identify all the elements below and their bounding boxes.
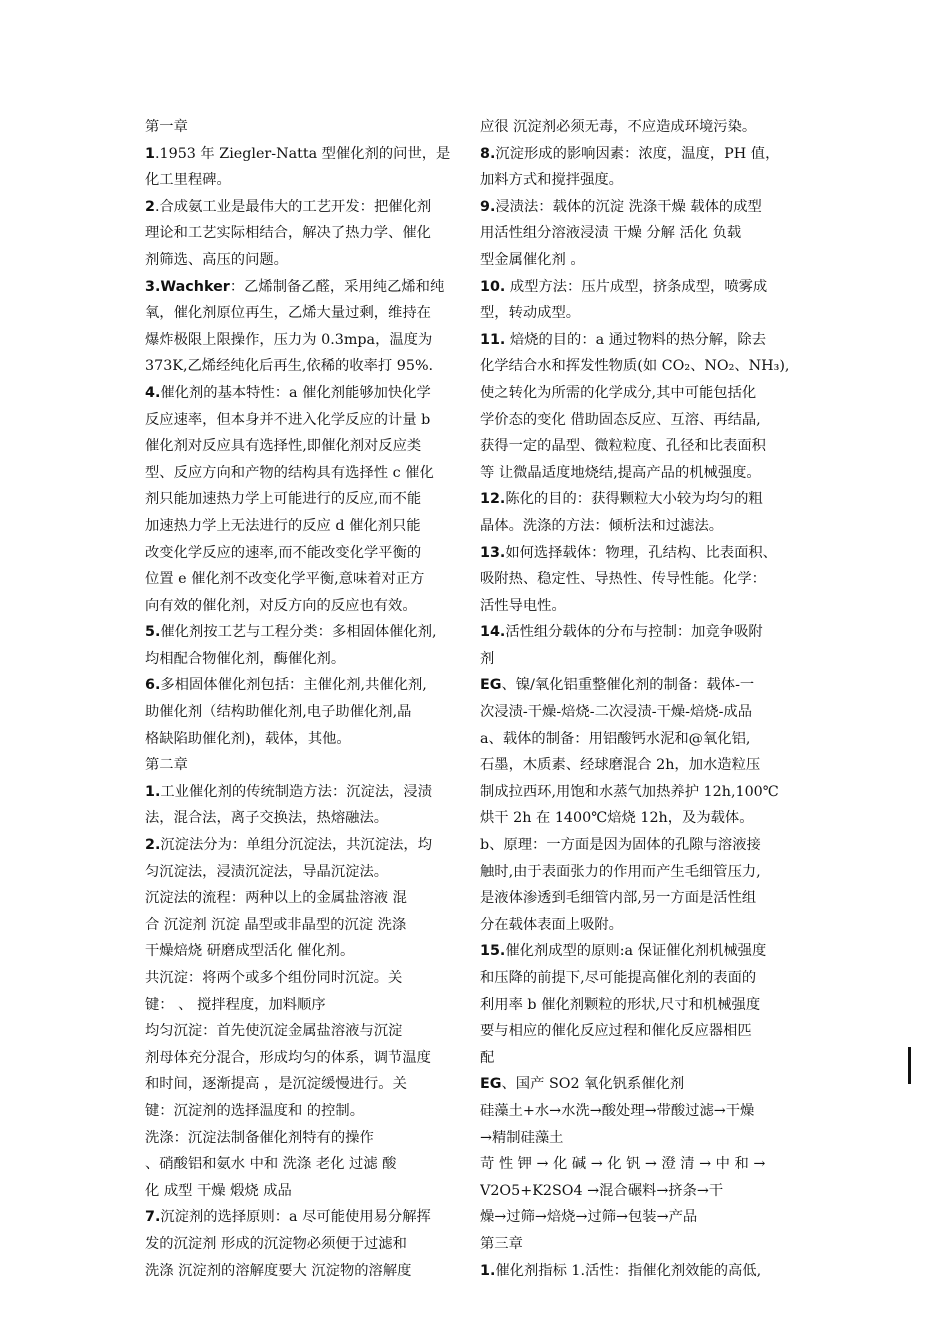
line-text: .合成氨工业是最伟大的工艺开发：把催化剂 <box>154 198 432 215</box>
text-line <box>145 513 471 540</box>
line-text: 、硝酸铝和氨水 中和 洗涤 老化 过滤 酸 <box>145 1156 397 1173</box>
item-number: 6. <box>145 677 161 694</box>
text-line <box>145 486 471 513</box>
text-line <box>145 1178 471 1205</box>
line-text: b、原理：一方面是因为固体的孔隙与溶液接 <box>480 837 761 854</box>
text-line <box>145 540 471 567</box>
line-text: V2O5+K2SO4 →混合碾料→挤条→干 <box>480 1182 724 1199</box>
line-text: 活性组分载体的分布与控制：加竞争吸附 <box>505 624 763 641</box>
line-text: 利用率 b 催化剂颗粒的形状,尺寸和机械强度 <box>480 996 761 1013</box>
text-line <box>480 1178 813 1205</box>
item-number: 9. <box>480 198 496 215</box>
text-line <box>480 274 813 301</box>
text-line <box>480 646 813 673</box>
text-line <box>480 380 813 407</box>
text-line <box>480 167 813 194</box>
right-column <box>480 114 813 1284</box>
line-text: 向有效的催化剂，对反方向的反应也有效。 <box>145 597 417 614</box>
line-text: 用活性组分溶液浸渍 干燥 分解 活化 负载 <box>480 225 742 242</box>
line-text: 活性导电性。 <box>480 597 566 614</box>
line-text: 石墨，木质素、经球磨混合 2h，加水造粒压 <box>480 757 761 774</box>
text-line <box>145 1151 471 1178</box>
line-text: 加速热力学上无法进行的反应 d 催化剂只能 <box>145 517 421 534</box>
line-text: 沉淀剂的选择原则：a 尽可能使用易分解挥 <box>160 1209 431 1226</box>
line-text: .1953 年 Ziegler-Natta 型催化剂的问世，是 <box>154 145 451 162</box>
line-text: 沉淀形成的影响因素：浓度，温度，PH 值， <box>495 145 780 162</box>
line-text: 学价态的变化 借助固态反应、互溶、再结晶, <box>480 411 761 428</box>
line-text: →精制硅藻土 <box>480 1129 564 1146</box>
text-line <box>145 593 471 620</box>
text-line <box>145 1018 471 1045</box>
line-text: 催化剂成型的原则:a 保证催化剂机械强度 <box>505 943 767 960</box>
line-text: 吸附热、稳定性、导热性、传导性能。化学： <box>480 571 766 588</box>
line-text: 要与相应的催化反应过程和催化反应器相匹 <box>480 1023 752 1040</box>
line-text: 匀沉淀法，浸渍沉淀法，导晶沉淀法。 <box>145 863 389 880</box>
text-line <box>145 779 471 806</box>
text-line <box>480 513 813 540</box>
text-line <box>145 1258 471 1285</box>
text-line <box>145 646 471 673</box>
line-text: 工业催化剂的传统制造方法：沉淀法，浸渍 <box>160 783 433 800</box>
line-text: 发的沉淀剂 形成的沉淀物必须便于过滤和 <box>145 1235 407 1252</box>
text-line <box>145 965 471 992</box>
line-text: 沉淀法分为：单组分沉淀法，共沉淀法，均 <box>160 837 433 854</box>
line-text: 催化剂指标 1.活性：指催化剂效能的高低, <box>495 1262 762 1279</box>
text-line <box>145 433 471 460</box>
item-number: 2 <box>145 198 155 215</box>
item-number: 3.Wachker <box>145 278 230 295</box>
text-line <box>145 1204 471 1231</box>
item-number: 4. <box>145 384 161 401</box>
line-text: 干燥焙烧 研磨成型活化 催化剂。 <box>145 943 355 960</box>
text-line <box>480 1151 813 1178</box>
item-number: 1. <box>145 783 161 800</box>
text-line <box>145 274 471 301</box>
line-text: 第三章 <box>480 1235 523 1252</box>
text-cursor-marker <box>908 1047 911 1084</box>
line-text: 多相固体催化剂包括：主催化剂,共催化剂, <box>160 677 427 694</box>
item-number: 10. <box>480 278 506 295</box>
text-line <box>480 699 813 726</box>
line-text: 化工里程碑。 <box>145 172 231 189</box>
text-line <box>145 805 471 832</box>
text-line <box>480 593 813 620</box>
text-line <box>145 566 471 593</box>
line-text: 触时,由于表面张力的作用而产生毛细管压力, <box>480 863 761 880</box>
line-text: 助催化剂（结构助催化剂,电子助催化剂,晶 <box>145 704 412 721</box>
line-text: 均相配合物催化剂，酶催化剂。 <box>145 650 346 667</box>
item-number: 7. <box>145 1209 161 1226</box>
text-line <box>480 1204 813 1231</box>
line-text: 硅藻土+水→水洗→酸处理→带酸过滤→干燥 <box>480 1102 755 1119</box>
text-line <box>145 992 471 1019</box>
text-line <box>145 619 471 646</box>
text-line <box>145 300 471 327</box>
item-number: 11. <box>480 331 506 348</box>
item-number: 12. <box>480 491 506 508</box>
text-line <box>145 1125 471 1152</box>
line-text: 是液体渗透到毛细管内部,另一方面是活性组 <box>480 890 757 907</box>
text-line <box>145 912 471 939</box>
item-number: EG <box>480 677 502 694</box>
text-line <box>480 220 813 247</box>
text-line <box>480 619 813 646</box>
text-line <box>480 247 813 274</box>
line-text: 获得一定的晶型、微粒粒度、孔径和比表面积 <box>480 438 766 455</box>
text-line <box>480 194 813 221</box>
line-text: 催化剂按工艺与工程分类：多相固体催化剂, <box>160 624 437 641</box>
item-number: 14. <box>480 624 506 641</box>
text-line <box>145 460 471 487</box>
line-text: 373K,乙烯经纯化后再生,依稀的收率打 95%. <box>145 358 434 375</box>
line-text: 剂筛选、高压的问题。 <box>145 251 288 268</box>
line-text: 法，混合法，离子交换法，热熔融法。 <box>145 810 389 827</box>
text-line <box>480 1071 813 1098</box>
text-line <box>480 407 813 434</box>
item-number: 8. <box>480 145 496 162</box>
text-line <box>145 1231 471 1258</box>
line-text: 燥→过筛→焙烧→过筛→包装→产品 <box>480 1209 698 1226</box>
text-line <box>480 992 813 1019</box>
line-text: 使之转化为所需的化学成分,其中可能包括化 <box>480 384 757 401</box>
text-line <box>145 832 471 859</box>
line-text: 氧，催化剂原位再生，乙烯大量过剩，维持在 <box>145 305 431 322</box>
line-text: 位置 e 催化剂不改变化学平衡,意味着对正方 <box>145 571 425 588</box>
line-text: 洗涤：沉淀法制备催化剂特有的操作 <box>145 1129 374 1146</box>
line-text: 等 让微晶适度地烧结,提高产品的机械强度。 <box>480 464 761 481</box>
text-line <box>480 486 813 513</box>
line-text: 理论和工艺实际相结合，解决了热力学、催化 <box>145 225 431 242</box>
text-line <box>480 540 813 567</box>
text-line <box>145 247 471 274</box>
item-number: 15. <box>480 943 506 960</box>
line-text: 分在载体表面上吸附。 <box>480 916 623 933</box>
text-line <box>480 779 813 806</box>
line-text: 剂母体充分混合，形成均匀的体系，调节温度 <box>145 1049 431 1066</box>
text-line <box>480 912 813 939</box>
line-text: 、国产 SO2 氧化钒系催化剂 <box>501 1076 685 1093</box>
line-text: 焙烧的目的：a 通过物料的热分解，除去 <box>505 331 766 348</box>
chapter-heading <box>145 752 471 779</box>
text-line <box>145 407 471 434</box>
line-text: 催化剂对反应具有选择性,即催化剂对反应类 <box>145 438 422 455</box>
line-text: 第二章 <box>145 757 188 774</box>
chapter-heading <box>145 114 471 141</box>
text-line <box>480 672 813 699</box>
line-text: 配 <box>480 1049 495 1066</box>
text-line <box>145 859 471 886</box>
text-line <box>480 327 813 354</box>
line-text: ：乙烯制备乙醛，采用纯乙烯和纯 <box>229 278 445 295</box>
text-line <box>480 114 813 141</box>
text-line <box>480 1098 813 1125</box>
line-text: 键： 、 搅拌程度，加料顺序 <box>145 996 326 1013</box>
line-text: a、载体的制备：用铝酸钙水泥和@氧化铝, <box>480 730 751 747</box>
text-line <box>145 885 471 912</box>
item-number: 1 <box>145 145 155 162</box>
text-line <box>480 752 813 779</box>
line-text: 次浸渍-干燥-焙烧-二次浸渍-干燥-焙烧-成品 <box>480 704 753 721</box>
line-text: 第一章 <box>145 119 188 135</box>
item-number: 13. <box>480 544 506 561</box>
text-line <box>145 672 471 699</box>
text-line <box>145 1071 471 1098</box>
line-text: 化 成型 干燥 煅烧 成品 <box>145 1182 292 1199</box>
line-text: 加料方式和搅拌强度。 <box>480 172 623 189</box>
text-line <box>480 1045 813 1072</box>
line-text: 晶体。洗涤的方法：倾析法和过滤法。 <box>480 517 724 534</box>
left-column <box>145 114 471 1284</box>
text-line <box>480 433 813 460</box>
line-text: 剂 <box>480 650 495 667</box>
text-line <box>480 726 813 753</box>
line-text: 反应速率，但本身并不进入化学反应的计量 b <box>145 411 431 428</box>
text-line <box>480 460 813 487</box>
item-number: 5. <box>145 624 161 641</box>
text-line <box>480 141 813 168</box>
line-text: 苛 性 钾 → 化 碱 → 化 钒 → 澄 清 → 中 和 → <box>480 1156 766 1173</box>
line-text: 均匀沉淀：首先使沉淀金属盐溶液与沉淀 <box>145 1023 403 1040</box>
text-line <box>480 353 813 380</box>
text-line <box>145 380 471 407</box>
text-line <box>145 1045 471 1072</box>
text-line <box>145 699 471 726</box>
text-line <box>480 566 813 593</box>
item-number: 1. <box>480 1262 496 1279</box>
line-text: 洗涤 沉淀剂的溶解度要大 沉淀物的溶解度 <box>145 1262 412 1279</box>
text-line <box>145 327 471 354</box>
text-line <box>480 832 813 859</box>
line-text: 化学结合水和挥发性物质(如 CO₂、NO₂、NH₃), <box>480 358 790 375</box>
text-line <box>480 1258 813 1285</box>
line-text: 、镍/氧化铝重整催化剂的制备：载体-一 <box>501 677 755 694</box>
line-text: 共沉淀：将两个或多个组份同时沉淀。关 <box>145 970 403 986</box>
line-text: 应很 沉淀剂必须无毒，不应造成环境污染。 <box>480 119 757 135</box>
line-text: 沉淀法的流程：两种以上的金属盐溶液 混 <box>145 890 407 907</box>
text-line <box>145 194 471 221</box>
text-line <box>145 167 471 194</box>
line-text: 催化剂的基本特性：a 催化剂能够加快化学 <box>160 384 431 401</box>
text-line <box>145 220 471 247</box>
text-line <box>145 353 471 380</box>
line-text: 剂只能加速热力学上可能进行的反应,而不能 <box>145 491 422 508</box>
text-line <box>480 885 813 912</box>
text-line <box>145 726 471 753</box>
line-text: 格缺陷助催化剂)，载体，其他。 <box>145 730 351 747</box>
text-line <box>480 1125 813 1152</box>
line-text: 和时间，逐渐提高 ，是沉淀缓慢进行。关 <box>145 1076 407 1093</box>
line-text: 制成拉西环,用饱和水蒸气加热养护 12h,100℃ <box>480 783 779 800</box>
line-text: 合 沉淀剂 沉淀 晶型或非晶型的沉淀 洗涤 <box>145 916 407 933</box>
item-number: 2. <box>145 837 161 854</box>
line-text: 成型方法：压片成型，挤条成型，喷雾成 <box>505 278 768 295</box>
text-line <box>145 1098 471 1125</box>
text-line <box>480 300 813 327</box>
line-text: 键：沉淀剂的选择温度和 的控制。 <box>145 1102 364 1119</box>
text-line <box>145 141 471 168</box>
text-line <box>480 1018 813 1045</box>
item-number: EG <box>480 1076 502 1093</box>
line-text: 陈化的目的：获得颗粒大小较为均匀的粗 <box>505 491 763 508</box>
text-line <box>480 859 813 886</box>
text-line <box>480 805 813 832</box>
line-text: 改变化学反应的速率,而不能改变化学平衡的 <box>145 544 422 561</box>
text-line <box>145 938 471 965</box>
chapter-heading <box>480 1231 813 1258</box>
line-text: 型、反应方向和产物的结构具有选择性 c 催化 <box>145 464 434 481</box>
line-text: 爆炸极限上限操作，压力为 0.3mpa，温度为 <box>145 331 433 348</box>
line-text: 型金属催化剂 。 <box>480 251 585 268</box>
text-line <box>480 938 813 965</box>
line-text: 型，转动成型。 <box>480 305 581 322</box>
line-text: 如何选择载体：物理，孔结构、比表面积、 <box>505 544 777 561</box>
text-line <box>480 965 813 992</box>
line-text: 浸渍法：载体的沉淀 洗涤干燥 载体的成型 <box>495 198 762 215</box>
line-text: 和压降的前提下,尽可能提高催化剂的表面的 <box>480 970 757 986</box>
line-text: 烘干 2h 在 1400℃焙烧 12h，及为载体。 <box>480 810 754 827</box>
